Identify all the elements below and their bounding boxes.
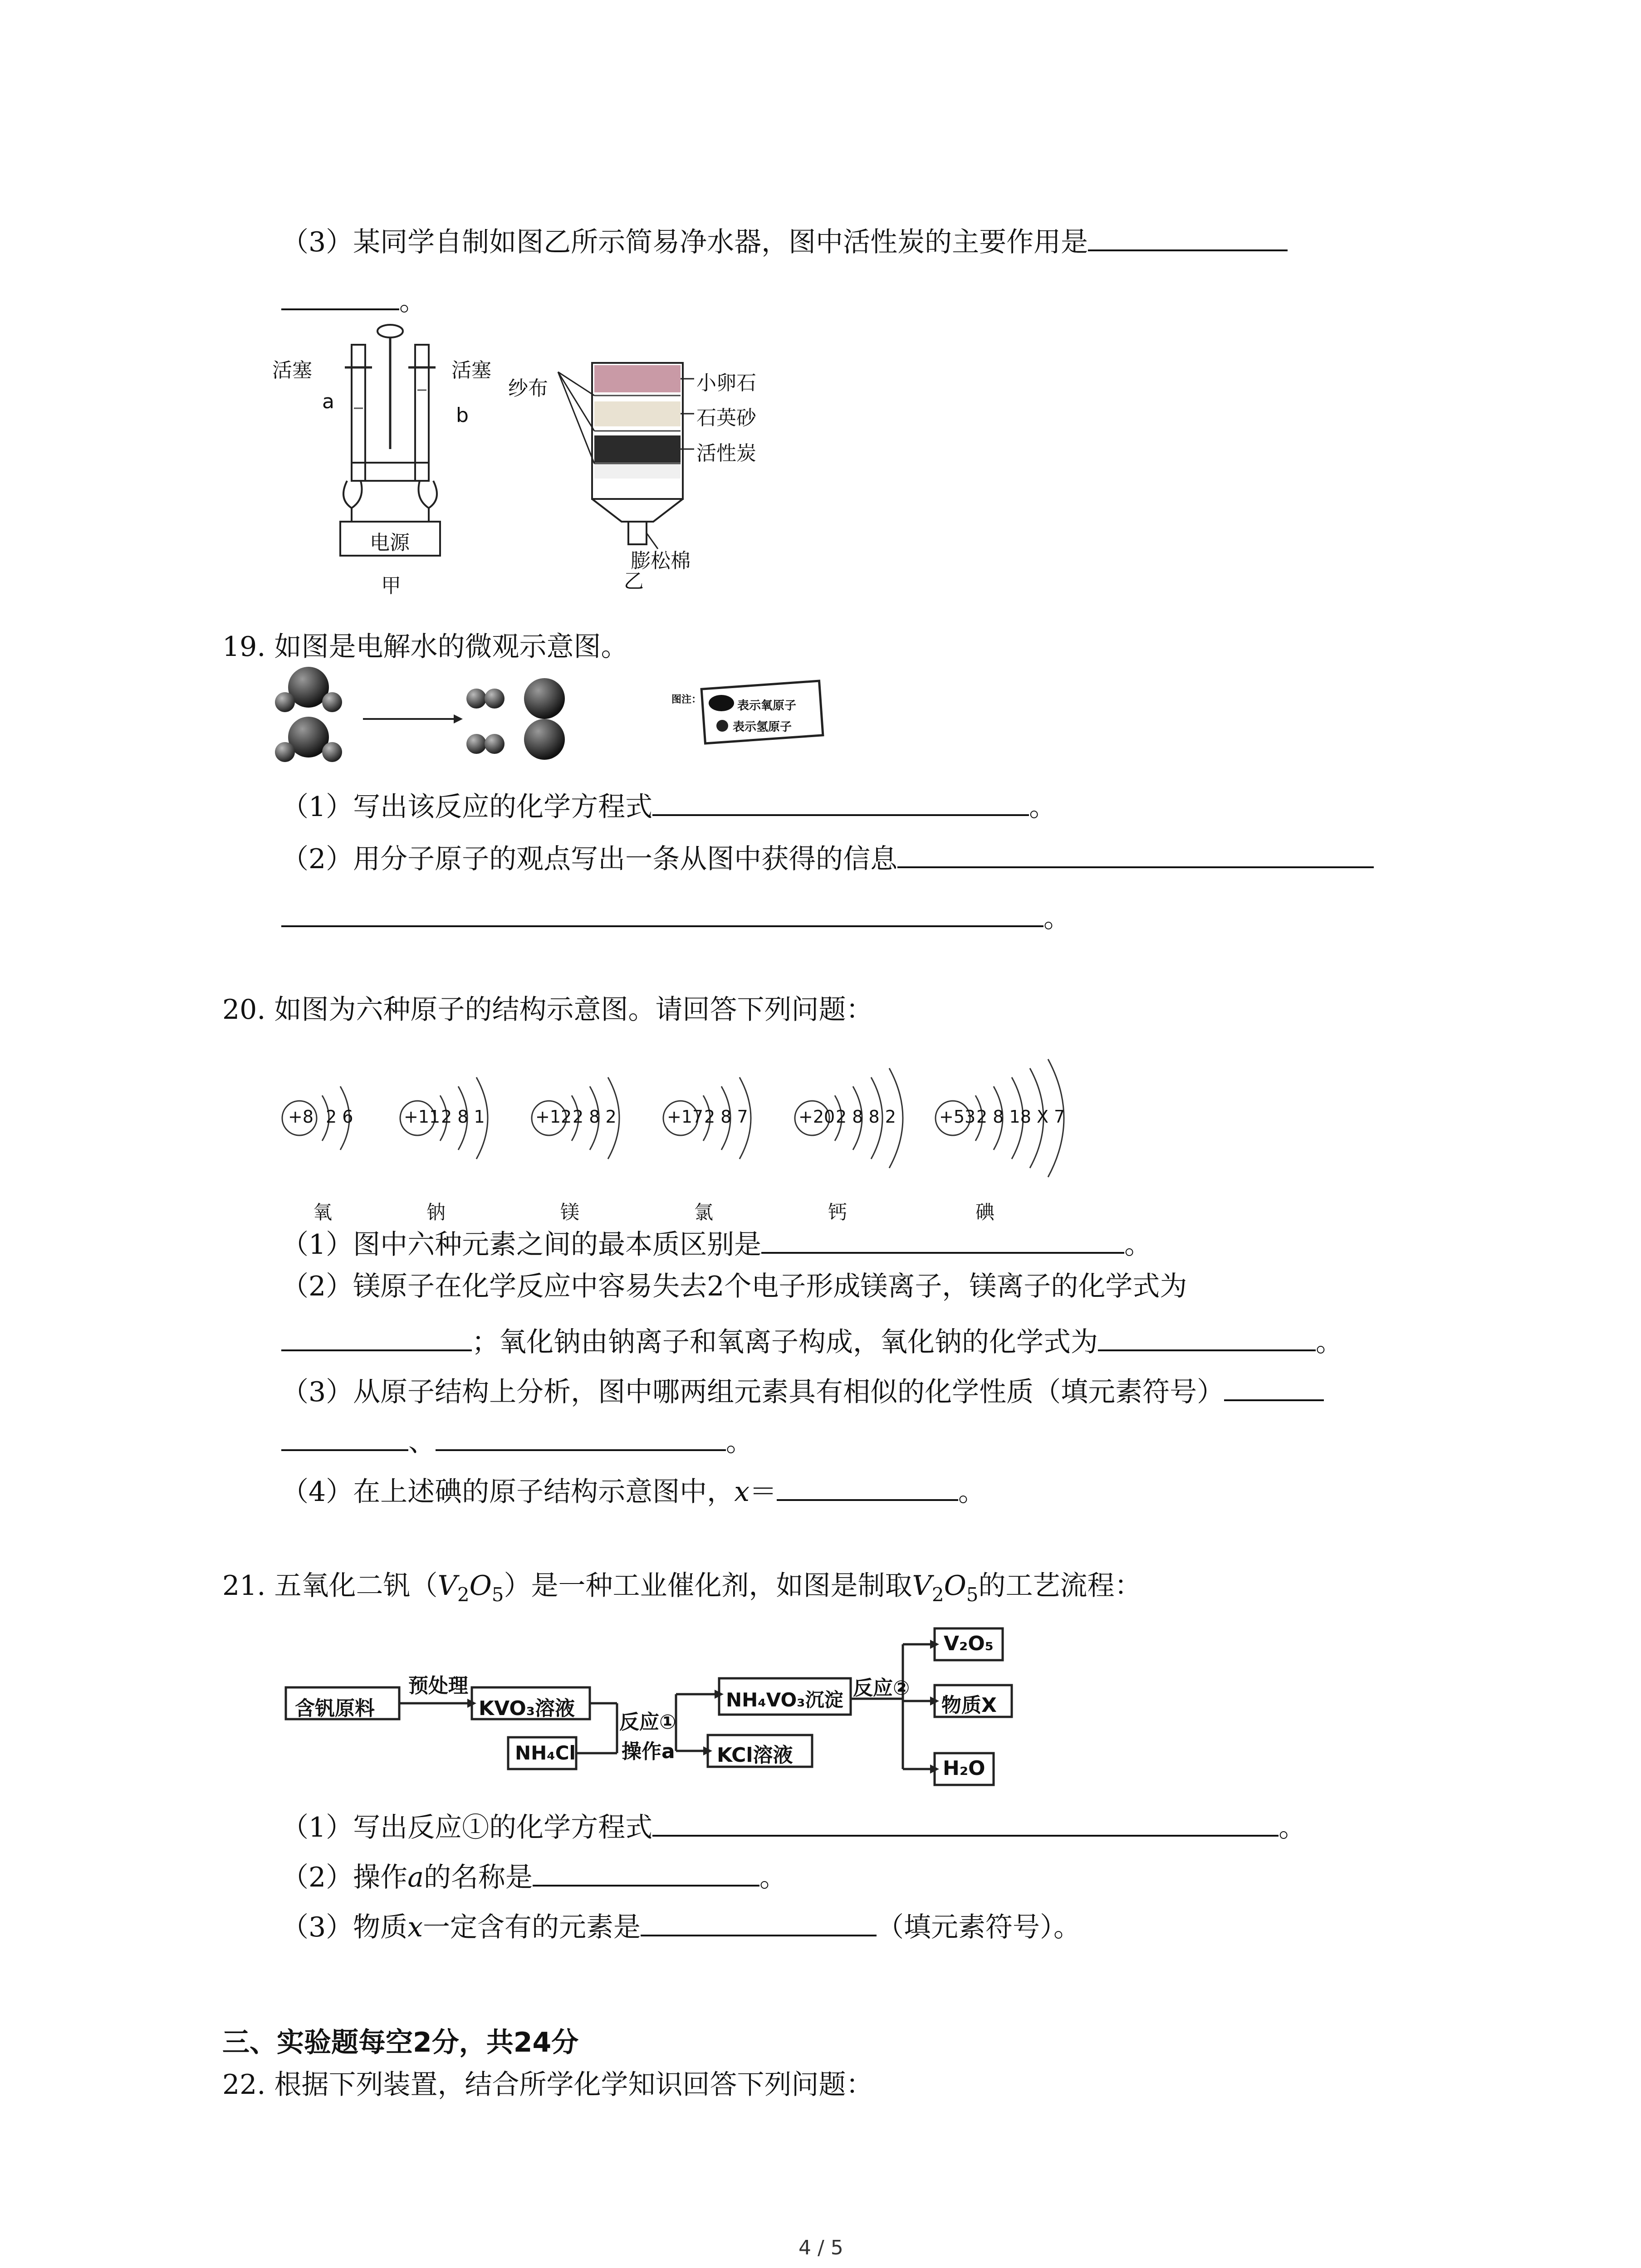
q19-part2-blank2[interactable] <box>281 898 1043 927</box>
q18-part3-text: （3）某同学自制如图乙所示简易净水器，图中活性炭的主要作用是 <box>281 226 1088 258</box>
q21-part2 <box>281 1857 787 1894</box>
tube-b-label: b <box>456 404 469 427</box>
q19-part2 <box>281 839 1374 875</box>
activated-carbon-label: 活性炭 <box>696 442 756 465</box>
flow-v2o5: V₂O₅ <box>944 1632 994 1655</box>
atom-mg-nucleus: +12 <box>535 1107 572 1127</box>
q20-part3-blank1[interactable] <box>1224 1372 1324 1401</box>
atom-ca-shells: 2 8 8 2 <box>836 1107 896 1127</box>
fig-yi-purifier <box>508 345 762 593</box>
q18-part3-cont <box>281 281 426 318</box>
q20-part4-eq: ＝ <box>749 1476 777 1508</box>
q20-part2-blank2[interactable] <box>1098 1322 1316 1351</box>
q21-formula-o2: O <box>944 1570 966 1602</box>
q22-stem: 22. 根据下列装置，结合所学化学知识回答下列问题： <box>222 2069 873 2101</box>
flow-operation-a: 操作a <box>622 1740 675 1763</box>
q20-part1 <box>281 1225 1151 1261</box>
flow-nh4vo3: NH₄VO₃沉淀 <box>726 1689 843 1711</box>
q19-part2-blank1[interactable] <box>897 839 1374 868</box>
q19-part2-end: 。 <box>1043 902 1071 934</box>
q19-part1-text: （1）写出该反应的化学方程式 <box>281 791 653 823</box>
fig-jia-electrolysis <box>272 318 508 597</box>
q21-part2-text-a: （2）操作 <box>281 1862 408 1893</box>
flow-reaction2: 反应② <box>853 1677 910 1700</box>
q20-part3-end: 。 <box>726 1426 753 1458</box>
q20-part1-blank[interactable] <box>761 1225 1124 1254</box>
q20-stem: 20. 如图为六种原子的结构示意图。请回答下列问题： <box>222 994 873 1026</box>
flow-reaction1: 反应① <box>619 1711 676 1734</box>
q20-part2-blank1[interactable] <box>281 1322 472 1351</box>
q20-part4-end: 。 <box>958 1476 986 1508</box>
atom-ca-nucleus: +20 <box>798 1107 835 1127</box>
q18-part3 <box>281 222 1288 259</box>
q21-part1 <box>281 1808 1306 1844</box>
q19-part1-end: 。 <box>1029 791 1057 823</box>
q21-stem-c: 的工艺流程： <box>978 1570 1142 1602</box>
stopcock-left-label: 活塞 <box>272 359 312 382</box>
q21-part2-blank[interactable] <box>533 1857 759 1887</box>
flow-nh4cl: NH₄Cl <box>515 1742 576 1764</box>
q20-part4 <box>281 1472 985 1508</box>
legend-oxygen: 表示氧原子 <box>737 699 797 713</box>
q19-part2-cont <box>281 898 1071 934</box>
flow-kcl: KCl溶液 <box>717 1744 793 1767</box>
q20-part3 <box>281 1372 1324 1408</box>
q21-part2-end: 。 <box>759 1862 787 1893</box>
atom-na-nucleus: +11 <box>404 1107 441 1127</box>
legend-hydrogen: 表示氢原子 <box>733 720 792 734</box>
atom-na-shells: 2 8 1 <box>441 1107 485 1127</box>
q20-part3-blank3[interactable] <box>436 1422 726 1451</box>
q21-formula-2: 2 <box>457 1584 470 1606</box>
atom-mg-name: 镁 <box>560 1201 580 1223</box>
q19-part1 <box>281 787 1056 823</box>
q19-stem: 19. 如图是电解水的微观示意图。 <box>222 631 628 663</box>
q20-part3-text: （3）从原子结构上分析，图中哪两组元素具有相似的化学性质（填元素符号） <box>281 1376 1225 1408</box>
atom-cl-nucleus: +17 <box>667 1107 704 1127</box>
flow-substance-x: 物质X <box>941 1694 997 1717</box>
q21-part3-var: x <box>407 1911 423 1943</box>
q21-formula-o: O <box>469 1570 492 1602</box>
q20-part2-end: 。 <box>1316 1326 1343 1358</box>
flow-raw-material: 含钒原料 <box>295 1697 375 1720</box>
q21-flowchart <box>281 1619 1053 1792</box>
atom-o-name: 氧 <box>313 1201 333 1223</box>
tube-a-label: a <box>322 390 334 413</box>
q18-part3-blank2[interactable] <box>281 281 399 310</box>
q18-part3-blank1[interactable] <box>1088 222 1288 251</box>
section3-title: 三、实验题每空2分，共24分 <box>222 2027 579 2058</box>
q21-part1-blank[interactable] <box>652 1808 1279 1837</box>
q21-part3-text-b: 一定含有的元素是 <box>423 1911 641 1943</box>
q21-stem-a: 21. 五氧化二钒（ <box>222 1570 438 1602</box>
quartz-sand-label: 石英砂 <box>696 406 756 430</box>
flow-h2o: H₂O <box>943 1757 985 1780</box>
q19-part2-text: （2）用分子原子的观点写出一条从图中获得的信息 <box>281 843 898 875</box>
q21-formula-5: 5 <box>491 1584 504 1606</box>
q20-part4-text: （4）在上述碘的原子结构示意图中， <box>281 1476 735 1508</box>
atom-mg-shells: 2 8 2 <box>573 1107 617 1127</box>
q19-molecule-diagram <box>272 667 862 767</box>
q20-part1-end: 。 <box>1124 1229 1152 1261</box>
q21-formula-v: V <box>437 1570 457 1602</box>
q21-stem <box>222 1569 1142 1611</box>
fig-jia-caption: 甲 <box>381 574 401 597</box>
pebbles-label: 小卵石 <box>696 371 756 395</box>
atom-cl-name: 氯 <box>694 1201 714 1223</box>
fig-yi-caption: 乙 <box>624 570 644 593</box>
q20-part3-blank2[interactable] <box>281 1422 408 1451</box>
q21-part3-text-a: （3）物质 <box>281 1911 408 1943</box>
q21-part2-var: a <box>407 1862 424 1893</box>
flow-kvo3: KVO₃溶液 <box>479 1697 575 1720</box>
gauze-label: 纱布 <box>508 377 548 400</box>
q20-part2-text2: ；氧化钠由钠离子和氧离子构成，氧化钠的化学式为 <box>472 1326 1098 1358</box>
q21-part1-text: （1）写出反应①的化学方程式 <box>281 1812 653 1843</box>
q18-part3-end: 。 <box>399 285 426 317</box>
legend-title: 图注： <box>671 694 702 705</box>
atom-ca-name: 钙 <box>828 1201 847 1223</box>
flow-pretreat: 预处理 <box>408 1674 468 1697</box>
power-label: 电源 <box>370 531 410 554</box>
q20-part3-sep: 、 <box>408 1426 436 1458</box>
electrolysis-molecules <box>272 667 862 767</box>
page-number: 4 / 5 <box>798 2236 843 2259</box>
q20-part4-blank[interactable] <box>777 1472 958 1501</box>
cotton-label: 膨松棉 <box>631 549 691 572</box>
atom-cl-shells: 2 8 7 <box>704 1107 748 1127</box>
q21-part3-blank[interactable] <box>641 1907 877 1936</box>
atom-o-nucleus: +8 <box>288 1107 314 1127</box>
atom-i-shells: 2 8 18 X 7 <box>976 1107 1065 1127</box>
q21-formula-v2: V <box>912 1570 932 1602</box>
q21-part3 <box>281 1907 1081 1944</box>
atom-i-nucleus: +53 <box>939 1107 976 1127</box>
stopcock-right-label: 活塞 <box>451 359 491 382</box>
atom-o-shells: 2 6 <box>326 1107 353 1127</box>
q19-part1-blank[interactable] <box>652 787 1029 816</box>
q21-part2-text-b: 的名称是 <box>423 1862 533 1893</box>
atom-structures <box>272 1043 1112 1234</box>
q20-part2: （2）镁原子在化学反应中容易失去2个电子形成镁离子，镁离子的化学式为 <box>281 1271 1187 1302</box>
q21-stem-b: ）是一种工业催化剂，如图是制取 <box>504 1570 912 1602</box>
q20-part3-cont <box>281 1422 753 1458</box>
atom-i-name: 碘 <box>975 1201 995 1223</box>
q20-part2-cont <box>281 1322 1343 1359</box>
q21-formula-2b: 2 <box>931 1584 944 1606</box>
atom-na-name: 钠 <box>426 1201 446 1223</box>
q21-part1-end: 。 <box>1279 1812 1306 1843</box>
q21-part3-end: （填元素符号）。 <box>877 1911 1081 1943</box>
q20-part4-var: x <box>734 1476 750 1508</box>
q21-formula-5b: 5 <box>966 1584 979 1606</box>
q20-part1-text: （1）图中六种元素之间的最本质区别是 <box>281 1229 762 1261</box>
